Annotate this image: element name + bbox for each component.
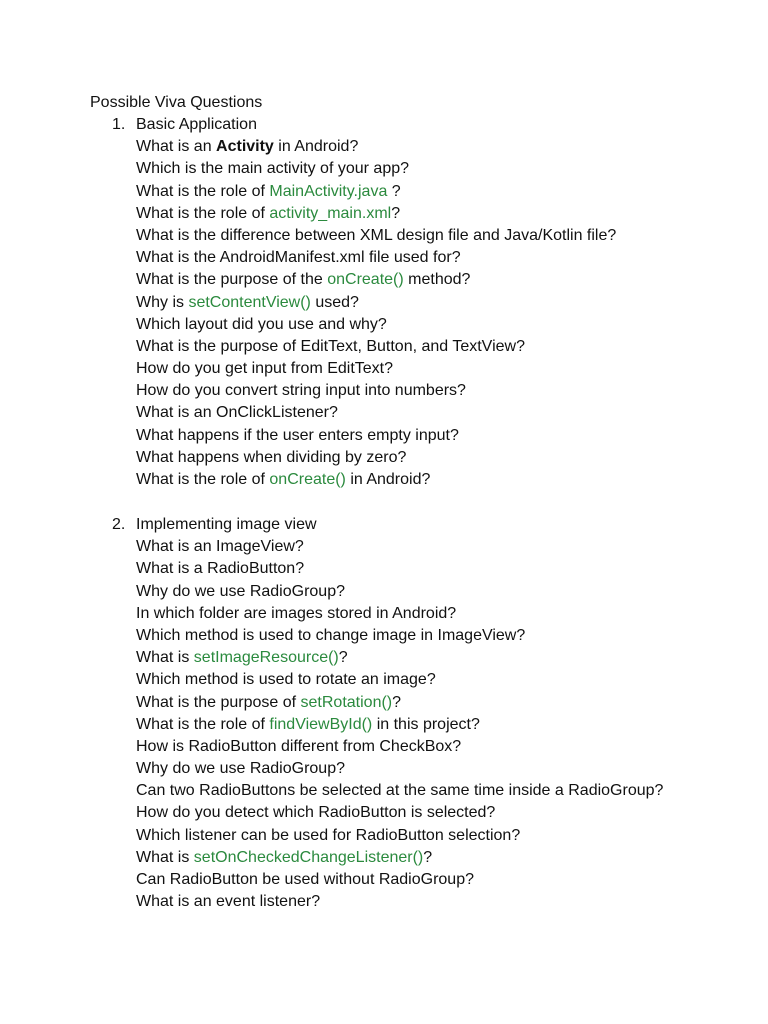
- code-term: onCreate(): [327, 271, 404, 289]
- code-term: activity_main.xml: [269, 204, 392, 222]
- question-item: [0, 181, 768, 203]
- question-text: ?: [391, 204, 401, 222]
- question-text: What is the role of: [136, 182, 270, 200]
- question-item: [0, 292, 768, 314]
- question-text: What is the AndroidManifest.xml file used for?: [136, 249, 461, 267]
- section-heading: [0, 514, 768, 536]
- question-text: in Android?: [345, 471, 431, 488]
- question-text: What is: [136, 649, 194, 667]
- code-term: setRotation(): [300, 693, 393, 711]
- code-term: MainActivity.java: [269, 182, 388, 200]
- question-item: [0, 847, 768, 869]
- question-item: [0, 136, 768, 158]
- question-text: How do you detect which RadioButton is selected?: [136, 804, 496, 822]
- question-text: Why do we use RadioGroup?: [136, 582, 345, 600]
- question-item: [0, 158, 768, 180]
- question-text: Which method is used to change image in ImageView?: [136, 626, 526, 644]
- question-text: How is RadioButton different from CheckBox?: [136, 737, 462, 755]
- question-text: Which layout did you use and why?: [136, 315, 387, 333]
- question-item: [0, 891, 768, 913]
- question-text: What is an: [136, 138, 217, 156]
- question-item: [0, 269, 768, 291]
- question-item: [0, 802, 768, 824]
- section-title: Basic Application: [136, 116, 257, 133]
- question-text: Why do we use RadioGroup?: [136, 760, 345, 778]
- question-text: What happens if the user enters empty input?: [136, 426, 459, 444]
- question-text: Which method is used to rotate an image?: [136, 671, 436, 689]
- section-basic-application: [0, 114, 768, 491]
- question-text: What is an ImageView?: [136, 538, 304, 556]
- question-text: Which listener can be used for RadioButton selection?: [136, 826, 521, 844]
- code-term: setImageResource(): [193, 649, 339, 667]
- question-item: [0, 558, 768, 580]
- section-number: 2.: [112, 516, 126, 533]
- question-text: ?: [387, 182, 401, 200]
- question-item: [0, 714, 768, 736]
- section-number: 1.: [112, 116, 126, 133]
- question-item: [0, 203, 768, 225]
- question-text: How do you convert string input into numbers?: [136, 382, 466, 400]
- code-term: setOnCheckedChangeListener(): [193, 848, 424, 866]
- question-text: What is: [136, 848, 194, 866]
- question-item: [0, 692, 768, 714]
- code-term: onCreate(): [269, 471, 346, 488]
- question-item: [0, 736, 768, 758]
- question-list: [0, 536, 768, 913]
- question-text: in Android?: [273, 138, 359, 156]
- question-item: [0, 425, 768, 447]
- question-item: [0, 647, 768, 669]
- question-text: Which is the main activity of your app?: [136, 160, 410, 178]
- question-text: Can RadioButton be used without RadioGroup?: [136, 871, 474, 888]
- question-item: [0, 536, 768, 558]
- question-text: used?: [310, 293, 359, 311]
- code-term: findViewById(): [269, 715, 373, 733]
- question-text: What is the purpose of EditText, Button, and TextView?: [136, 337, 525, 355]
- question-text: What is the role of: [136, 715, 270, 733]
- code-term: setContentView(): [188, 293, 311, 311]
- question-item: [0, 225, 768, 247]
- question-list: [0, 136, 768, 491]
- question-item: [0, 247, 768, 269]
- question-item: [0, 314, 768, 336]
- question-text: What is the role of: [136, 471, 270, 488]
- question-text: ?: [423, 848, 433, 866]
- page-title: Possible Viva Questions: [90, 94, 263, 111]
- question-text: ?: [338, 649, 348, 667]
- question-item: [0, 581, 768, 603]
- question-item: [0, 669, 768, 691]
- question-text: What is an event listener?: [136, 893, 321, 911]
- question-item: [0, 402, 768, 424]
- question-text: Why is: [136, 293, 189, 311]
- question-text: What is the difference between XML design file and Java/Kotlin file?: [136, 226, 617, 244]
- question-text: method?: [403, 271, 471, 289]
- question-text: What is the role of: [136, 204, 270, 222]
- question-text: How do you get input from EditText?: [136, 360, 394, 378]
- question-text: What happens when dividing by zero?: [136, 448, 407, 466]
- question-text: in this project?: [372, 715, 480, 733]
- question-item: [0, 758, 768, 780]
- question-item: [0, 825, 768, 847]
- question-item: [0, 603, 768, 625]
- question-item: [0, 447, 768, 469]
- question-text: What is a RadioButton?: [136, 560, 305, 578]
- question-text: Can two RadioButtons be selected at the same time inside a RadioGroup?: [136, 782, 664, 800]
- question-text: In which folder are images stored in Android?: [136, 604, 457, 622]
- question-text: ?: [392, 693, 402, 711]
- question-item: [0, 625, 768, 647]
- question-text: What is the purpose of: [136, 693, 301, 711]
- question-item: [0, 780, 768, 802]
- question-item: [0, 380, 768, 402]
- section-heading: [0, 114, 768, 136]
- question-text: What is the purpose of the: [136, 271, 328, 289]
- question-item: [0, 336, 768, 358]
- bold-term: Activity: [216, 138, 274, 156]
- question-item: [0, 469, 768, 491]
- question-item: [0, 869, 768, 891]
- question-text: What is an OnClickListener?: [136, 404, 338, 422]
- section-title: Implementing image view: [136, 516, 317, 533]
- question-item: [0, 358, 768, 380]
- section-implementing-image-view: [0, 514, 768, 913]
